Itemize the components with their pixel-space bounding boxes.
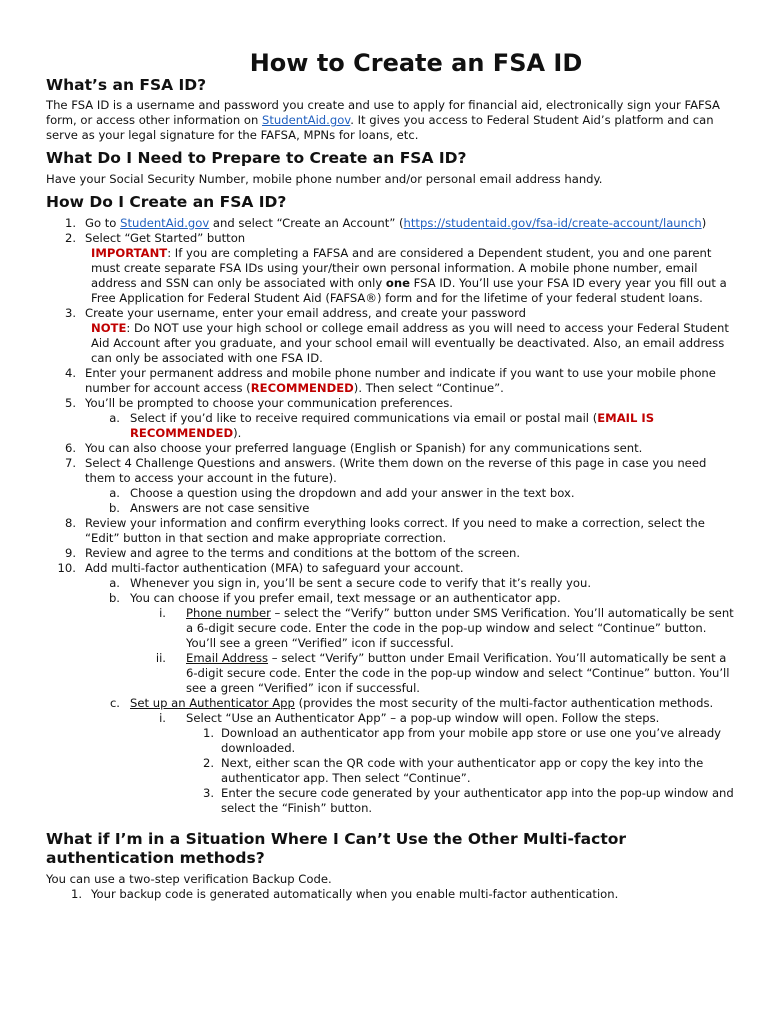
text: Set up an Authenticator App xyxy=(130,696,295,710)
text: FSA ID. You’ll use your FSA ID every year you fill out a Free Application for Federal Student Aid (FAFSA®) form and for the lifetime of your federal student loans. xyxy=(91,276,727,305)
list-subitem xyxy=(46,711,736,726)
list-item xyxy=(46,441,736,456)
list-subitem xyxy=(46,651,736,696)
list-subitem xyxy=(46,576,736,591)
list-subitem xyxy=(46,606,736,651)
note-label: NOTE xyxy=(91,321,127,335)
text: ). Then select “Continue”. xyxy=(353,381,504,395)
important-note xyxy=(91,246,736,306)
list-number: 3. xyxy=(64,306,76,320)
list-number: 10. xyxy=(57,561,76,575)
note xyxy=(91,321,736,366)
text: Email Address xyxy=(186,651,269,665)
list-number: 4. xyxy=(64,366,76,380)
list-item xyxy=(46,306,736,366)
list-number: a. xyxy=(109,576,120,590)
text: Go to xyxy=(85,216,121,230)
list-number: 8. xyxy=(64,516,76,530)
list-item xyxy=(46,366,736,396)
list-item xyxy=(46,396,736,411)
studentaid-link[interactable]: StudentAid.gov xyxy=(120,216,210,230)
list-number: 3. xyxy=(202,786,214,800)
list-item xyxy=(46,546,736,561)
section-heading-backup: What if I’m in a Situation Where I Can’t Use the Other Multi-factor authentication methods? xyxy=(46,830,627,867)
list-subitem xyxy=(46,726,736,756)
list-number: 2. xyxy=(64,231,76,245)
list-number: 1. xyxy=(70,887,82,901)
list-number: 2. xyxy=(202,756,214,770)
list-subitem xyxy=(46,786,736,816)
recommended-label: RECOMMENDED xyxy=(250,381,354,395)
list-subitem xyxy=(46,756,736,786)
list-subitem xyxy=(46,501,736,516)
document-page xyxy=(46,48,736,902)
list-text: Enter the secure code generated by your authenticator app into the pop-up window and select the “Finish” button. xyxy=(221,786,734,815)
create-account-link[interactable]: https://studentaid.gov/fsa-id/create-account/launch xyxy=(403,216,702,230)
list-number: i. xyxy=(159,606,166,620)
list-number: b. xyxy=(108,501,120,515)
list-text: Review your information and confirm everything looks correct. If you need to make a correction, select the “Edit” button in that section and make appropriate correction. xyxy=(85,516,705,545)
list-subitem xyxy=(46,486,736,501)
list-subitem xyxy=(46,411,736,441)
list-number: 5. xyxy=(64,396,76,410)
list-item xyxy=(46,456,736,486)
text: one xyxy=(385,276,410,290)
list-item xyxy=(46,887,736,902)
text: . It gives you access to Federal Student Aid’s platform and can serve as your legal signature for the FAFSA, MPNs for loans, etc. xyxy=(46,113,714,142)
list-text: Select “Use an Authenticator App” – a pop-up window will open. Follow the steps. xyxy=(186,711,660,725)
list-item xyxy=(46,216,736,231)
list-item xyxy=(46,561,736,576)
list-text: Whenever you sign in, you’ll be sent a secure code to verify that it’s really you. xyxy=(130,576,592,590)
list-text: Next, either scan the QR code with your authenticator app or copy the key into the authenticator app. Then select “Continue”. xyxy=(221,756,704,785)
text: – select “Verify” button under Email Verification. You’ll automatically be sent a 6-digit secure code. Enter the code in the pop-up window and select “Continue” button. You’ll see a green “Verified” icon if successful. xyxy=(186,651,730,695)
list-number: 1. xyxy=(202,726,214,740)
list-text: You’ll be prompted to choose your communication preferences. xyxy=(85,396,453,410)
list-text: Download an authenticator app from your mobile app store or use one you’ve already downloaded. xyxy=(221,726,722,755)
text: : Do NOT use your high school or college email address as you will need to access your Federal Student Aid Account after you graduate, and your school email will eventually be deactivated. Also, an email address can only be associated with one FSA ID. xyxy=(91,321,729,365)
list-item xyxy=(46,516,736,546)
list-text: Add multi-factor authentication (MFA) to safeguard your account. xyxy=(85,561,464,575)
steps-list xyxy=(46,216,736,816)
list-text: Create your username, enter your email address, and create your password xyxy=(85,306,527,320)
text: The FSA ID is a username and password you create and use to apply for financial aid, electronically sign your FAFSA form, or access other information on xyxy=(46,98,720,127)
studentaid-link[interactable]: StudentAid.gov xyxy=(262,113,351,127)
important-label: IMPORTANT xyxy=(91,246,168,260)
text: Phone number xyxy=(186,606,271,620)
list-number: c. xyxy=(109,696,120,710)
section-heading-prepare: What Do I Need to Prepare to Create an FSA ID? xyxy=(46,149,467,167)
list-text: Select “Get Started” button xyxy=(85,231,246,245)
section-paragraph-backup: You can use a two-step verification Backup Code. xyxy=(46,872,332,886)
text: Enter your permanent address and mobile phone number and indicate if you want to use your mobile phone number for account access ( xyxy=(85,366,716,395)
list-text: Review and agree to the terms and conditions at the bottom of the screen. xyxy=(85,546,521,560)
text: ) xyxy=(701,216,707,230)
list-number: ii. xyxy=(155,651,166,665)
list-text: Answers are not case sensitive xyxy=(130,501,310,515)
list-text: Your backup code is generated automatically when you enable multi-factor authentication. xyxy=(91,887,619,901)
list-number: a. xyxy=(109,486,120,500)
text: ). xyxy=(233,426,242,440)
text: (provides the most security of the multi-factor authentication methods. xyxy=(294,696,714,710)
list-subitem xyxy=(46,591,736,606)
page-title: How to Create an FSA ID xyxy=(249,49,583,77)
list-number: i. xyxy=(159,711,166,725)
section-paragraph-what-is xyxy=(46,98,736,143)
list-number: a. xyxy=(109,411,120,425)
list-text: Choose a question using the dropdown and add your answer in the text box. xyxy=(130,486,575,500)
recommended-label: EMAIL IS RECOMMENDED xyxy=(130,411,655,440)
text: Select if you’d like to receive required communications via email or postal mail ( xyxy=(130,411,598,425)
list-text: You can choose if you prefer email, text message or an authenticator app. xyxy=(130,591,561,605)
list-number: 9. xyxy=(64,546,76,560)
list-number: 7. xyxy=(64,456,76,470)
text: and select “Create an Account” ( xyxy=(209,216,404,230)
list-text: You can also choose your preferred language (English or Spanish) for any communications sent. xyxy=(85,441,643,455)
list-number: 1. xyxy=(64,216,76,230)
list-item xyxy=(46,231,736,306)
text: – select the “Verify” button under SMS Verification. You’ll automatically be sent a 6-digit secure code. Enter the code in the pop-up window and select “Continue” button. You’ll see a green “Verified” icon if successful. xyxy=(186,606,734,650)
list-number: 6. xyxy=(64,441,76,455)
list-number: b. xyxy=(108,591,120,605)
section-heading-how-to: How Do I Create an FSA ID? xyxy=(46,193,287,211)
list-subitem xyxy=(46,696,736,711)
text: : If you are completing a FAFSA and are considered a Dependent student, you and one parent must create separate FSA IDs using your/their own personal information. A mobile phone number, email address and SSN can only be associated with only xyxy=(91,246,712,290)
section-paragraph-prepare: Have your Social Security Number, mobile phone number and/or personal email address handy. xyxy=(46,172,603,186)
list-text: Select 4 Challenge Questions and answers. (Write them down on the reverse of this page in case you need them to access your account in the future). xyxy=(85,456,707,485)
section-heading-what-is: What’s an FSA ID? xyxy=(46,76,207,94)
